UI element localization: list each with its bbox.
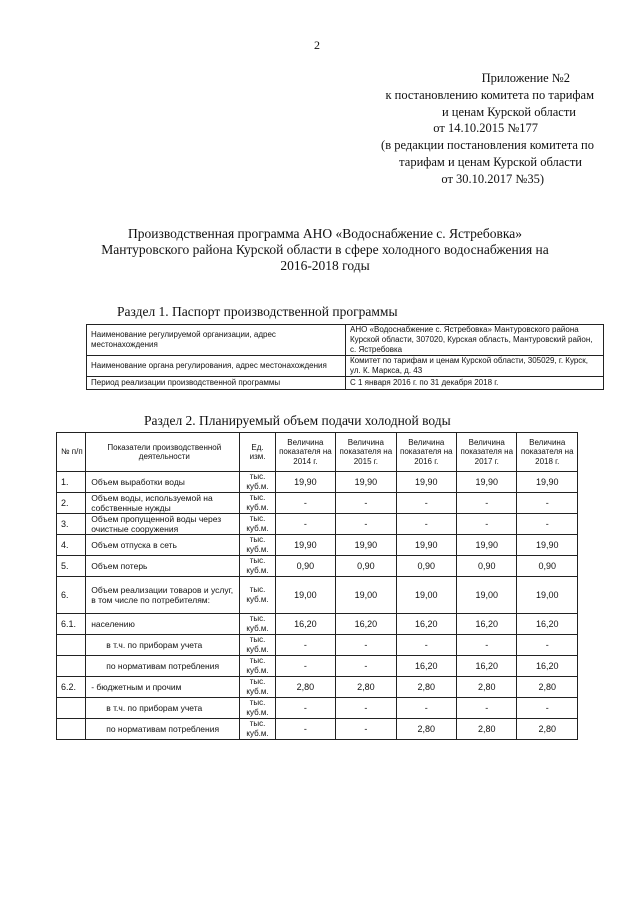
page-number: 2 [314,38,320,52]
row-name: Объем реализации товаров и услуг, в том числе по потребителям: [86,577,240,614]
value-2015: - [336,719,396,740]
annex-block [354,70,594,188]
table-row [87,377,604,390]
table-row [57,719,578,740]
value-2014: - [275,514,335,535]
passport-value: АНО «Водоснабжение с. Ястребовка» Мантуровского района Курской области, 307020, Курская область, Мантуровский район, с. Ястребовка [346,325,604,356]
annex-line: тарифам и ценам Курской области [399,154,582,169]
row-unit: тыс. куб.м. [240,677,275,698]
value-2015: - [336,698,396,719]
row-name: Объем выработки воды [86,472,240,493]
header-name: Показатели производственной деятельности [86,433,240,472]
row-num: 3. [57,514,86,535]
title-line: Мантуровского района Курской области в сфере холодного водоснабжения на [101,242,549,257]
passport-table [86,324,604,390]
value-2014: 0,90 [275,556,335,577]
header-unit: Ед. изм. [240,433,275,472]
row-name: Объем пропущенной воды через очистные сооружения [86,514,240,535]
row-name: Объем потерь [86,556,240,577]
row-unit: тыс. куб.м. [240,719,275,740]
annex-line: к постановлению комитета по тарифам [385,87,594,102]
passport-label: Наименование органа регулирования, адрес местонахождения [87,356,346,377]
table-row [57,635,578,656]
table-row [57,472,578,493]
row-name: по нормативам потребления [86,656,240,677]
annex-line: от 14.10.2015 №177 [433,121,538,136]
row-num: 4. [57,535,86,556]
value-2016: 19,00 [396,577,456,614]
annex-line: от 30.10.2017 №35) [441,171,544,186]
section2-heading: Раздел 2. Планируемый объем подачи холодной воды [144,413,451,428]
value-2016: 2,80 [396,677,456,698]
row-unit: тыс. куб.м. [240,656,275,677]
value-2016: - [396,514,456,535]
value-2018: 0,90 [517,556,578,577]
value-2017: 16,20 [457,656,517,677]
passport-label: Наименование регулируемой организации, адрес местонахождения [87,325,346,356]
table-row [57,677,578,698]
table-header-row [57,433,578,472]
value-2015: 19,00 [336,577,396,614]
header-num: № п/п [57,433,86,472]
value-2014: - [275,635,335,656]
value-2016: 16,20 [396,614,456,635]
value-2014: - [275,698,335,719]
value-2015: - [336,635,396,656]
row-num [57,635,86,656]
table-row [87,325,604,356]
row-name: по нормативам потребления [86,719,240,740]
row-name: Объем воды, используемой на собственные нужды [86,493,240,514]
row-num [57,719,86,740]
value-2015: - [336,493,396,514]
passport-value: С 1 января 2016 г. по 31 декабря 2018 г. [346,377,604,390]
value-2014: - [275,656,335,677]
value-2014: 19,90 [275,472,335,493]
row-num: 6.2. [57,677,86,698]
value-2017: - [457,635,517,656]
value-2016: 16,20 [396,656,456,677]
volume-table [56,432,578,740]
row-name: населению [86,614,240,635]
row-name: Объем отпуска в сеть [86,535,240,556]
value-2018: - [517,493,578,514]
value-2017: 19,00 [457,577,517,614]
value-2017: 19,90 [457,472,517,493]
row-unit: тыс. куб.м. [240,614,275,635]
value-2017: 16,20 [457,614,517,635]
header-2017: Величина показателя на 2017 г. [457,433,517,472]
document-title [60,226,590,274]
table-row [57,556,578,577]
row-num: 5. [57,556,86,577]
value-2014: - [275,493,335,514]
value-2015: 0,90 [336,556,396,577]
value-2017: - [457,493,517,514]
value-2018: 16,20 [517,656,578,677]
row-num: 6.1. [57,614,86,635]
row-num [57,698,86,719]
annex-line: Приложение №2 [481,71,570,85]
row-num: 1. [57,472,86,493]
value-2017: 2,80 [457,719,517,740]
row-name: в т.ч. по приборам учета [86,698,240,719]
value-2016: 19,90 [396,472,456,493]
header-2014: Величина показателя на 2014 г. [275,433,335,472]
table-row [57,656,578,677]
value-2018: 16,20 [517,614,578,635]
table-row [57,514,578,535]
value-2016: - [396,635,456,656]
value-2018: 19,90 [517,535,578,556]
row-unit: тыс. куб.м. [240,493,275,514]
value-2018: - [517,698,578,719]
value-2016: - [396,698,456,719]
value-2015: - [336,656,396,677]
value-2017: - [457,698,517,719]
title-line: Производственная программа АНО «Водоснабжение с. Ястребовка» [128,226,522,241]
table-row [57,535,578,556]
value-2015: 2,80 [336,677,396,698]
annex-line: (в редакции постановления комитета по [381,138,594,153]
title-line: 2016-2018 годы [280,258,370,273]
table-row [57,698,578,719]
row-name: в т.ч. по приборам учета [86,635,240,656]
passport-value: Комитет по тарифам и ценам Курской области, 305029, г. Курск, ул. К. Маркса, д. 43 [346,356,604,377]
value-2016: 19,90 [396,535,456,556]
value-2018: 2,80 [517,719,578,740]
value-2014: 19,00 [275,577,335,614]
value-2016: 0,90 [396,556,456,577]
section1-heading: Раздел 1. Паспорт производственной программы [117,304,398,319]
header-2015: Величина показателя на 2015 г. [336,433,396,472]
annex-line: и ценам Курской области [441,104,576,119]
header-2016: Величина показателя на 2016 г. [396,433,456,472]
row-unit: тыс. куб.м. [240,698,275,719]
row-unit: тыс. куб.м. [240,535,275,556]
value-2014: 16,20 [275,614,335,635]
value-2015: 16,20 [336,614,396,635]
table-row [57,577,578,614]
row-unit: тыс. куб.м. [240,514,275,535]
table-row [57,493,578,514]
value-2014: - [275,719,335,740]
value-2016: - [396,493,456,514]
row-name: - бюджетным и прочим [86,677,240,698]
row-num: 2. [57,493,86,514]
value-2017: - [457,514,517,535]
row-unit: тыс. куб.м. [240,577,275,614]
passport-label: Период реализации производственной программы [87,377,346,390]
value-2017: 19,90 [457,535,517,556]
table-row [87,356,604,377]
header-2018: Величина показателя на 2018 г. [517,433,578,472]
value-2016: 2,80 [396,719,456,740]
table-row [57,614,578,635]
row-unit: тыс. куб.м. [240,556,275,577]
row-unit: тыс. куб.м. [240,635,275,656]
value-2018: - [517,514,578,535]
row-num: 6. [57,577,86,614]
value-2018: 19,90 [517,472,578,493]
value-2014: 2,80 [275,677,335,698]
value-2015: 19,90 [336,535,396,556]
value-2018: 2,80 [517,677,578,698]
value-2014: 19,90 [275,535,335,556]
row-unit: тыс. куб.м. [240,472,275,493]
value-2018: - [517,635,578,656]
row-num [57,656,86,677]
value-2017: 0,90 [457,556,517,577]
value-2018: 19,00 [517,577,578,614]
value-2015: 19,90 [336,472,396,493]
value-2015: - [336,514,396,535]
value-2017: 2,80 [457,677,517,698]
